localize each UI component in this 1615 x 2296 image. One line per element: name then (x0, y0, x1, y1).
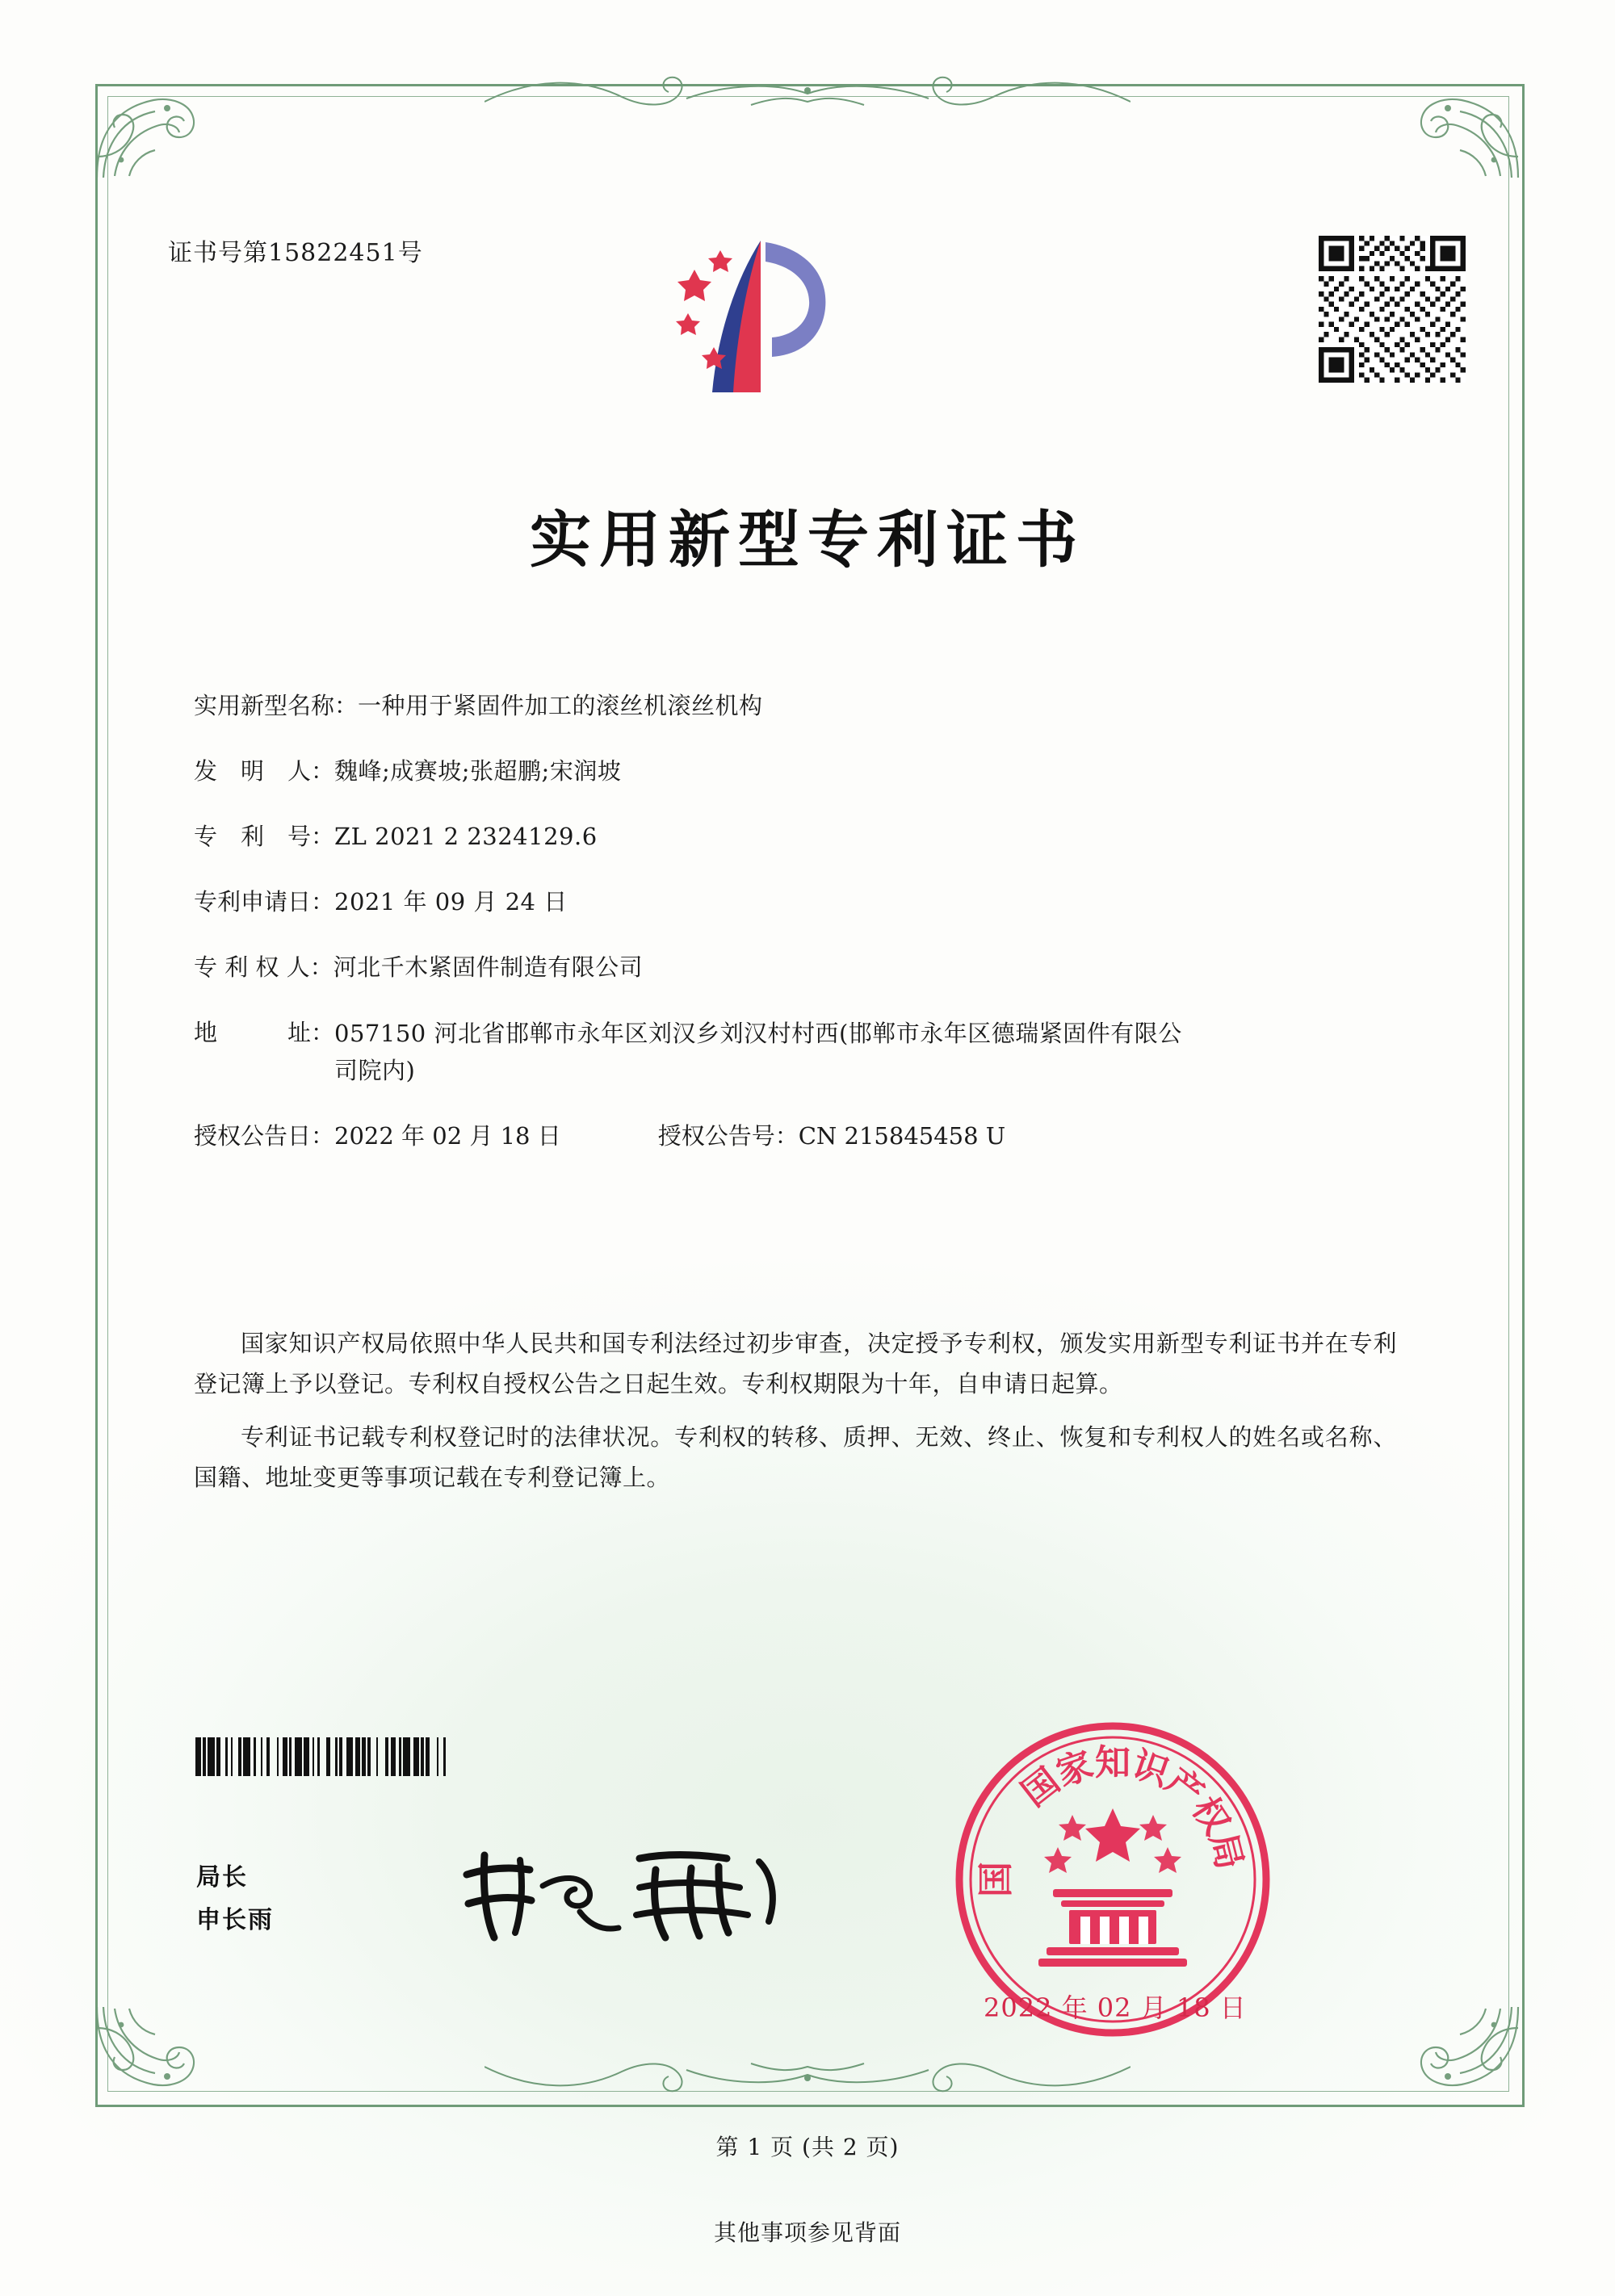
svg-text:国: 国 (1014, 1760, 1068, 1815)
field-label: 实用新型名称： (194, 692, 359, 719)
field-row-application-date (194, 884, 1389, 920)
signature-title: 局长 (196, 1863, 248, 1892)
signature-name: 申长雨 (196, 1905, 274, 1934)
field-row-inventors (194, 753, 1389, 790)
cnipa-patent-logo-icon (670, 234, 864, 408)
qr-code-icon (1319, 236, 1466, 383)
corner-flourish-icon (1403, 79, 1525, 184)
field-value: 河北千木紧固件制造有限公司 (333, 953, 644, 981)
grant-date-value: 2022 年 02 月 18 日 (334, 1122, 561, 1150)
corner-flourish-icon (1403, 2001, 1525, 2105)
svg-text:局: 局 (1202, 1829, 1251, 1874)
field-row-patent-number (194, 819, 1389, 855)
svg-text:识: 识 (1126, 1744, 1175, 1795)
fields-block (194, 688, 1389, 1179)
corner-flourish-icon (90, 2001, 212, 2105)
field-value: 魏峰;成赛坡;张超鹏;宋润坡 (334, 756, 622, 785)
page-number: 第 1 页 (共 2 页) (715, 2134, 900, 2160)
field-label: 专 利 权 人： (194, 953, 333, 981)
top-flourish-icon (484, 69, 1130, 118)
certificate-number: 证书号第15822451号 (168, 239, 423, 267)
svg-text:产: 产 (1157, 1760, 1211, 1815)
svg-text:权: 权 (1183, 1789, 1238, 1842)
field-label: 专 利 号： (194, 822, 335, 850)
bottom-flourish-icon (484, 2051, 1130, 2099)
field-row-grant (194, 1118, 1389, 1154)
signature-block (196, 1857, 274, 1942)
footer-note: 其他事项参见背面 (713, 2219, 901, 2246)
field-row-address (194, 1015, 1389, 1090)
field-value: 一种用于紧固件加工的滚丝机滚丝机构 (358, 692, 763, 719)
field-label: 发 明 人： (194, 756, 335, 785)
field-row-patentee (194, 949, 1389, 986)
seal-date: 2022 年 02 月 18 日 (984, 1992, 1247, 2023)
field-row-utility-model-name (194, 688, 1389, 724)
field-label: 专利申请日： (194, 887, 335, 915)
field-value: 2021 年 09 月 24 日 (334, 887, 568, 915)
handwritten-signature-icon (452, 1837, 791, 1950)
field-label: 地 址： (194, 1018, 335, 1046)
grant-number-label: 授权公告号： (657, 1122, 799, 1150)
svg-text:知: 知 (1095, 1742, 1130, 1783)
svg-text:家: 家 (1051, 1744, 1099, 1795)
field-value: 057150 河北省邯郸市永年区刘汉乡刘汉村村西(邯郸市永年区德瑞紧固件有限公司院内) (334, 1019, 1182, 1085)
field-value: ZL 2021 2 2324129.6 (334, 822, 598, 850)
page-title: 实用新型专利证书 (530, 504, 1085, 576)
grant-number-value: CN 215845458 U (798, 1122, 1006, 1150)
svg-text:国: 国 (975, 1862, 1017, 1897)
legal-paragraph-1: 国家知识产权局依照中华人民共和国专利法经过初步审查，决定授予专利权，颁发实用新型专利证书并在专利登记簿上予以登记。专利权自授权公告之日起生效。专利权期限为十年，自申请日起算。 (194, 1330, 1397, 1397)
corner-flourish-icon (90, 79, 212, 184)
grant-date-label: 授权公告日： (194, 1122, 335, 1150)
barcode-icon (195, 1737, 599, 1776)
legal-paragraph-2: 专利证书记载专利权登记时的法律状况。专利权的转移、质押、无效、终止、恢复和专利权人的姓名或名称、国籍、地址变更等事项记载在专利登记簿上。 (194, 1422, 1397, 1491)
legal-text-block (194, 1324, 1397, 1511)
